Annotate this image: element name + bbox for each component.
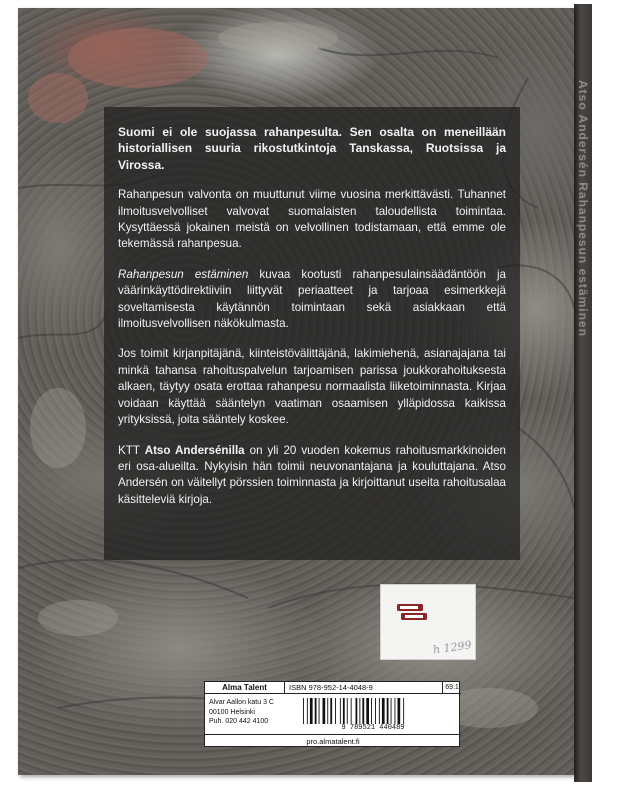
barcode-bar xyxy=(323,698,326,724)
address-line: Puh. 020 442 4100 xyxy=(209,718,269,725)
publisher-url: pro.almatalent.fi xyxy=(205,734,461,747)
barcode-bar xyxy=(395,698,396,724)
barcode-bar xyxy=(382,698,385,724)
handwritten-code: h 1299 xyxy=(432,638,473,657)
author-degree: KTT xyxy=(118,443,145,457)
author-paragraph xyxy=(118,443,506,509)
back-cover-text xyxy=(118,124,506,522)
barcode xyxy=(289,696,457,732)
barcode-bar xyxy=(371,698,372,724)
barcode-bar xyxy=(340,698,341,724)
publisher-label xyxy=(204,681,460,747)
author-name: Atso Andersénilla xyxy=(144,443,245,457)
publisher-name: Alma Talent xyxy=(205,682,285,694)
author-bio: on yli 20 vuoden kokemus rahoitusmarkkinoiden eri osa-alueilta. Nykyisin hän toimii neuvonantajana ja kouluttajana. Atso Andersén on väitellyt pörssien toiminnasta ja kirjoittanut useita rahoitusalaa käsitteleviä kirjoja. xyxy=(118,443,506,506)
barcode-bar xyxy=(356,698,358,724)
barcode-bar xyxy=(359,698,360,724)
barcode-bar xyxy=(327,698,328,724)
barcode-bar xyxy=(319,698,320,724)
barcode-bar xyxy=(362,698,364,724)
barcode-bar xyxy=(403,698,404,724)
barcode-bar xyxy=(387,698,389,724)
lead-paragraph: Suomi ei ole suojassa rahanpesulta. Sen osalta on meneillään historiallisen suuria rikostutkintoja Tanskassa, Ruotsissa ja Virossa. xyxy=(118,125,506,172)
barcode-bar xyxy=(303,698,304,724)
paragraph-2 xyxy=(118,267,506,333)
barcode-bar xyxy=(347,698,348,724)
barcode-bar xyxy=(391,698,392,724)
barcode-bar xyxy=(351,698,352,724)
book-title-inline: Rahanpesun estäminen xyxy=(118,267,249,281)
barcode-bar xyxy=(375,698,376,724)
barcode-bar xyxy=(315,698,317,724)
address-line: Alvar Aallon katu 3 C xyxy=(209,699,274,706)
barcode-bar xyxy=(379,698,380,724)
books-icon xyxy=(395,601,429,627)
publisher-address xyxy=(209,698,285,727)
barcode-bar xyxy=(307,698,308,724)
library-sticker xyxy=(380,584,476,660)
barcode-bar xyxy=(335,698,336,724)
barcode-bar xyxy=(343,698,345,724)
paragraph-3: Jos toimit kirjanpitäjänä, kiinteistövälittäjänä, lakimiehenä, asianajajana tai minkä tahansa rahoituspalvelun tarjoamisen parissa joukkorahoituksesta alkaen, täytyy osata erottaa rahanpesu normaalista liiketoiminnasta. Kirjaa voidaan käyttää sääntelyn vaatiman osaamisen ylläpidossa kaikissa yrityksissä, joita sääntely koskee. xyxy=(118,347,506,427)
paragraph-1: Rahanpesun valvonta on muuttunut viime vuosina merkittävästi. Tuhannet ilmoitusvelvolliset valvovat suomalaisten taloudellista toimintaa. Kysyttäessä jokainen meistä on velvollinen todistamaan, että emme ole tekemässä rahanpesua. xyxy=(118,188,506,251)
spine-text: Atso Andersén Rahanpesun estäminen xyxy=(576,80,590,337)
barcode-bar xyxy=(310,698,313,724)
isbn-number: ISBN 978-952-14-4048-9 xyxy=(285,682,443,694)
address-line: 00100 Helsinki xyxy=(209,708,255,716)
paragraph-2-rest: kuvaa kootusti rahanpesulainsäädäntöön ja väärinkäyttödirektiiviin liittyvät periaatteet ja tarjoaa esimerkkejä soveltamisesta käytännön toimintaan sekä asiakkaan että ilmoitusvelvollisen näkökulmasta. xyxy=(118,267,506,331)
barcode-digits: 9 789521 440489 xyxy=(289,724,457,732)
classification-code: 69.1 xyxy=(443,682,461,694)
barcode-bar xyxy=(330,698,332,724)
barcode-bar xyxy=(398,698,401,724)
barcode-bar xyxy=(366,698,369,724)
